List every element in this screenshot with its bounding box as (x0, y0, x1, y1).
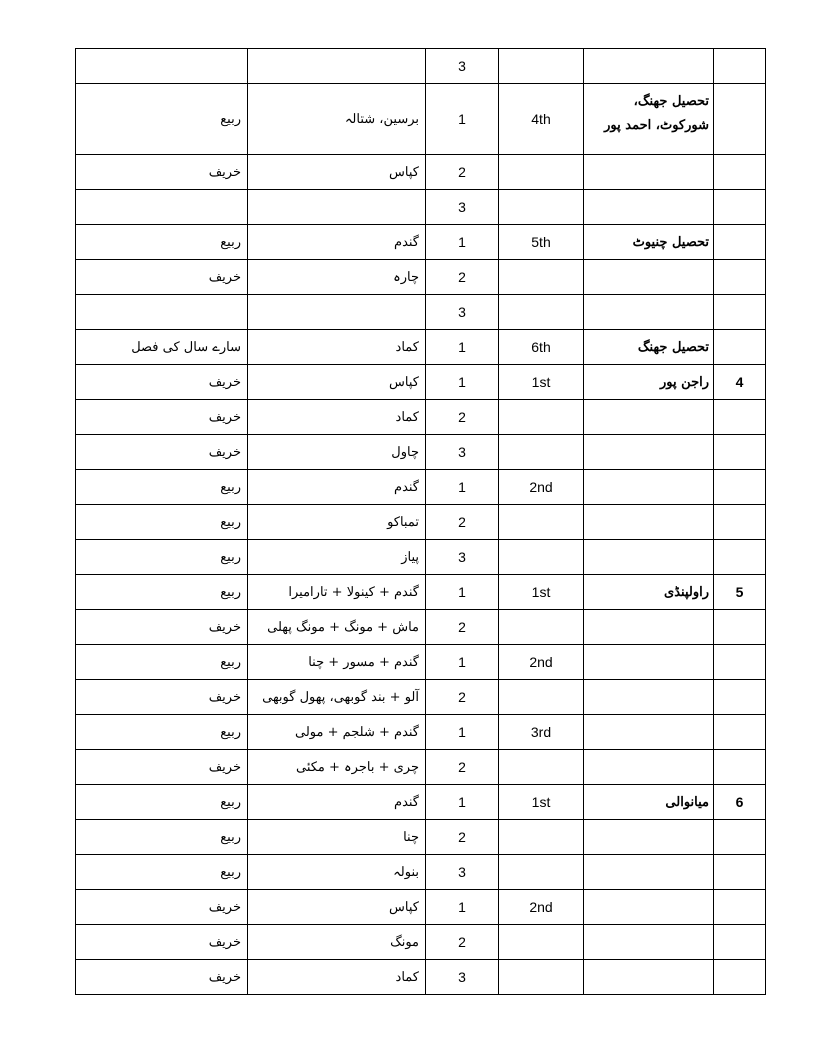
rank-cell: 2nd (499, 890, 584, 925)
serial-number-cell (714, 435, 766, 470)
rank-cell (499, 435, 584, 470)
season-cell: سارے سال کی فصل (76, 330, 248, 365)
serial-number-cell (714, 84, 766, 155)
season-cell: ربیع (76, 575, 248, 610)
table-row (76, 155, 766, 190)
serial-number-cell: 6 (714, 785, 766, 820)
area-cell (584, 295, 714, 330)
serial-number-cell (714, 470, 766, 505)
table-row (76, 330, 766, 365)
crop-number-cell: 3 (426, 190, 499, 225)
table-row (76, 470, 766, 505)
crop-table (75, 48, 766, 995)
crop-cell: گندم (248, 785, 426, 820)
rank-cell (499, 855, 584, 890)
serial-number-cell (714, 715, 766, 750)
rank-cell (499, 155, 584, 190)
season-cell: ربیع (76, 785, 248, 820)
season-cell: خریف (76, 260, 248, 295)
crop-cell: مونگ (248, 925, 426, 960)
rank-cell (499, 820, 584, 855)
crop-cell: آلو + بند گوبھی، پھول گوبھی (248, 680, 426, 715)
serial-number-cell (714, 855, 766, 890)
area-cell (584, 470, 714, 505)
crop-number-cell: 1 (426, 330, 499, 365)
area-cell: میانوالی (584, 785, 714, 820)
serial-number-cell (714, 155, 766, 190)
serial-number-cell (714, 49, 766, 84)
area-cell (584, 925, 714, 960)
rank-cell (499, 960, 584, 995)
season-cell: خریف (76, 750, 248, 785)
table-row (76, 505, 766, 540)
serial-number-cell: 4 (714, 365, 766, 400)
table-row (76, 84, 766, 155)
area-cell: راولپنڈی (584, 575, 714, 610)
area-cell (584, 610, 714, 645)
rank-cell: 2nd (499, 470, 584, 505)
crop-number-cell: 1 (426, 225, 499, 260)
season-cell: ربیع (76, 540, 248, 575)
table-row (76, 575, 766, 610)
table-row (76, 680, 766, 715)
crop-number-cell: 1 (426, 785, 499, 820)
serial-number-cell (714, 330, 766, 365)
crop-number-cell: 2 (426, 155, 499, 190)
serial-number-cell (714, 540, 766, 575)
table-row (76, 820, 766, 855)
crop-cell: کماد (248, 330, 426, 365)
crop-number-cell: 1 (426, 84, 499, 155)
area-cell (584, 855, 714, 890)
area-cell (584, 750, 714, 785)
crop-cell: بنولہ (248, 855, 426, 890)
table-row (76, 785, 766, 820)
table-row (76, 925, 766, 960)
crop-number-cell: 3 (426, 49, 499, 84)
serial-number-cell (714, 925, 766, 960)
area-cell: راجن پور (584, 365, 714, 400)
season-cell: خریف (76, 680, 248, 715)
crop-number-cell: 3 (426, 295, 499, 330)
table-row (76, 890, 766, 925)
table-row (76, 645, 766, 680)
rank-cell (499, 750, 584, 785)
season-cell: ربیع (76, 820, 248, 855)
crop-number-cell: 3 (426, 960, 499, 995)
crop-cell: گندم + شلجم + مولی (248, 715, 426, 750)
crop-number-cell: 2 (426, 680, 499, 715)
crop-cell: کماد (248, 960, 426, 995)
season-cell: خریف (76, 400, 248, 435)
crop-number-cell: 2 (426, 925, 499, 960)
crop-number-cell: 1 (426, 365, 499, 400)
rank-cell (499, 680, 584, 715)
serial-number-cell (714, 890, 766, 925)
crop-cell: کپاس (248, 365, 426, 400)
serial-number-cell (714, 295, 766, 330)
table-row (76, 610, 766, 645)
serial-number-cell (714, 750, 766, 785)
area-cell: تحصیل جھنگ، شورکوٹ، احمد پور (584, 84, 714, 155)
crop-number-cell: 3 (426, 435, 499, 470)
table-row (76, 400, 766, 435)
serial-number-cell (714, 190, 766, 225)
rank-cell: 5th (499, 225, 584, 260)
crop-number-cell: 1 (426, 575, 499, 610)
serial-number-cell (714, 225, 766, 260)
crop-cell: گندم (248, 470, 426, 505)
season-cell (76, 190, 248, 225)
rank-cell: 6th (499, 330, 584, 365)
rank-cell (499, 505, 584, 540)
serial-number-cell (714, 960, 766, 995)
rank-cell (499, 260, 584, 295)
crop-number-cell: 1 (426, 470, 499, 505)
serial-number-cell (714, 260, 766, 295)
crop-cell: گندم + مسور + چنا (248, 645, 426, 680)
rank-cell: 1st (499, 575, 584, 610)
area-cell (584, 49, 714, 84)
crop-number-cell: 1 (426, 645, 499, 680)
area-cell (584, 190, 714, 225)
crop-number-cell: 2 (426, 260, 499, 295)
season-cell: خریف (76, 365, 248, 400)
crop-cell: برسین، شتالہ (248, 84, 426, 155)
area-cell (584, 400, 714, 435)
crop-cell: کپاس (248, 155, 426, 190)
area-cell (584, 890, 714, 925)
serial-number-cell (714, 645, 766, 680)
area-cell (584, 505, 714, 540)
serial-number-cell (714, 820, 766, 855)
crop-table-body (76, 49, 766, 995)
crop-cell: تمباکو (248, 505, 426, 540)
crop-cell (248, 49, 426, 84)
crop-number-cell: 2 (426, 400, 499, 435)
table-row (76, 190, 766, 225)
table-row (76, 750, 766, 785)
crop-cell: چاول (248, 435, 426, 470)
season-cell: خریف (76, 155, 248, 190)
rank-cell: 1st (499, 785, 584, 820)
area-cell (584, 435, 714, 470)
area-cell (584, 680, 714, 715)
season-cell: خریف (76, 435, 248, 470)
area-cell (584, 645, 714, 680)
area-cell (584, 960, 714, 995)
rank-cell (499, 190, 584, 225)
crop-cell: گندم + کینولا + تارامیرا (248, 575, 426, 610)
crop-cell (248, 190, 426, 225)
season-cell: ربیع (76, 855, 248, 890)
crop-number-cell: 2 (426, 505, 499, 540)
table-row (76, 855, 766, 890)
crop-cell: پیاز (248, 540, 426, 575)
rank-cell: 1st (499, 365, 584, 400)
rank-cell: 2nd (499, 645, 584, 680)
area-cell (584, 715, 714, 750)
table-row (76, 715, 766, 750)
crop-cell: گندم (248, 225, 426, 260)
crop-cell (248, 295, 426, 330)
season-cell: ربیع (76, 84, 248, 155)
crop-number-cell: 3 (426, 855, 499, 890)
table-row (76, 260, 766, 295)
season-cell: خریف (76, 610, 248, 645)
area-cell: تحصیل چنیوٹ (584, 225, 714, 260)
rank-cell (499, 925, 584, 960)
rank-cell: 4th (499, 84, 584, 155)
crop-number-cell: 1 (426, 890, 499, 925)
rank-cell (499, 610, 584, 645)
season-cell (76, 49, 248, 84)
table-row (76, 435, 766, 470)
rank-cell (499, 540, 584, 575)
rank-cell: 3rd (499, 715, 584, 750)
area-cell (584, 540, 714, 575)
area-cell (584, 820, 714, 855)
rank-cell (499, 295, 584, 330)
rank-cell (499, 400, 584, 435)
serial-number-cell (714, 400, 766, 435)
season-cell: ربیع (76, 225, 248, 260)
crop-cell: ماش + مونگ + مونگ پھلی (248, 610, 426, 645)
season-cell: ربیع (76, 505, 248, 540)
crop-number-cell: 2 (426, 610, 499, 645)
crop-cell: کماد (248, 400, 426, 435)
area-cell (584, 155, 714, 190)
rank-cell (499, 49, 584, 84)
serial-number-cell (714, 610, 766, 645)
table-row (76, 960, 766, 995)
table-row (76, 49, 766, 84)
crop-number-cell: 3 (426, 540, 499, 575)
area-cell (584, 260, 714, 295)
table-row (76, 295, 766, 330)
season-cell: ربیع (76, 645, 248, 680)
crop-cell: چنا (248, 820, 426, 855)
serial-number-cell (714, 505, 766, 540)
season-cell: خریف (76, 960, 248, 995)
crop-cell: چری + باجرہ + مکئی (248, 750, 426, 785)
season-cell (76, 295, 248, 330)
table-row (76, 365, 766, 400)
crop-number-cell: 2 (426, 820, 499, 855)
crop-cell: چارہ (248, 260, 426, 295)
crop-number-cell: 2 (426, 750, 499, 785)
table-row (76, 225, 766, 260)
season-cell: خریف (76, 890, 248, 925)
area-cell: تحصیل جھنگ (584, 330, 714, 365)
table-row (76, 540, 766, 575)
serial-number-cell (714, 680, 766, 715)
season-cell: خریف (76, 925, 248, 960)
serial-number-cell: 5 (714, 575, 766, 610)
season-cell: ربیع (76, 715, 248, 750)
season-cell: ربیع (76, 470, 248, 505)
crop-number-cell: 1 (426, 715, 499, 750)
crop-cell: کپاس (248, 890, 426, 925)
